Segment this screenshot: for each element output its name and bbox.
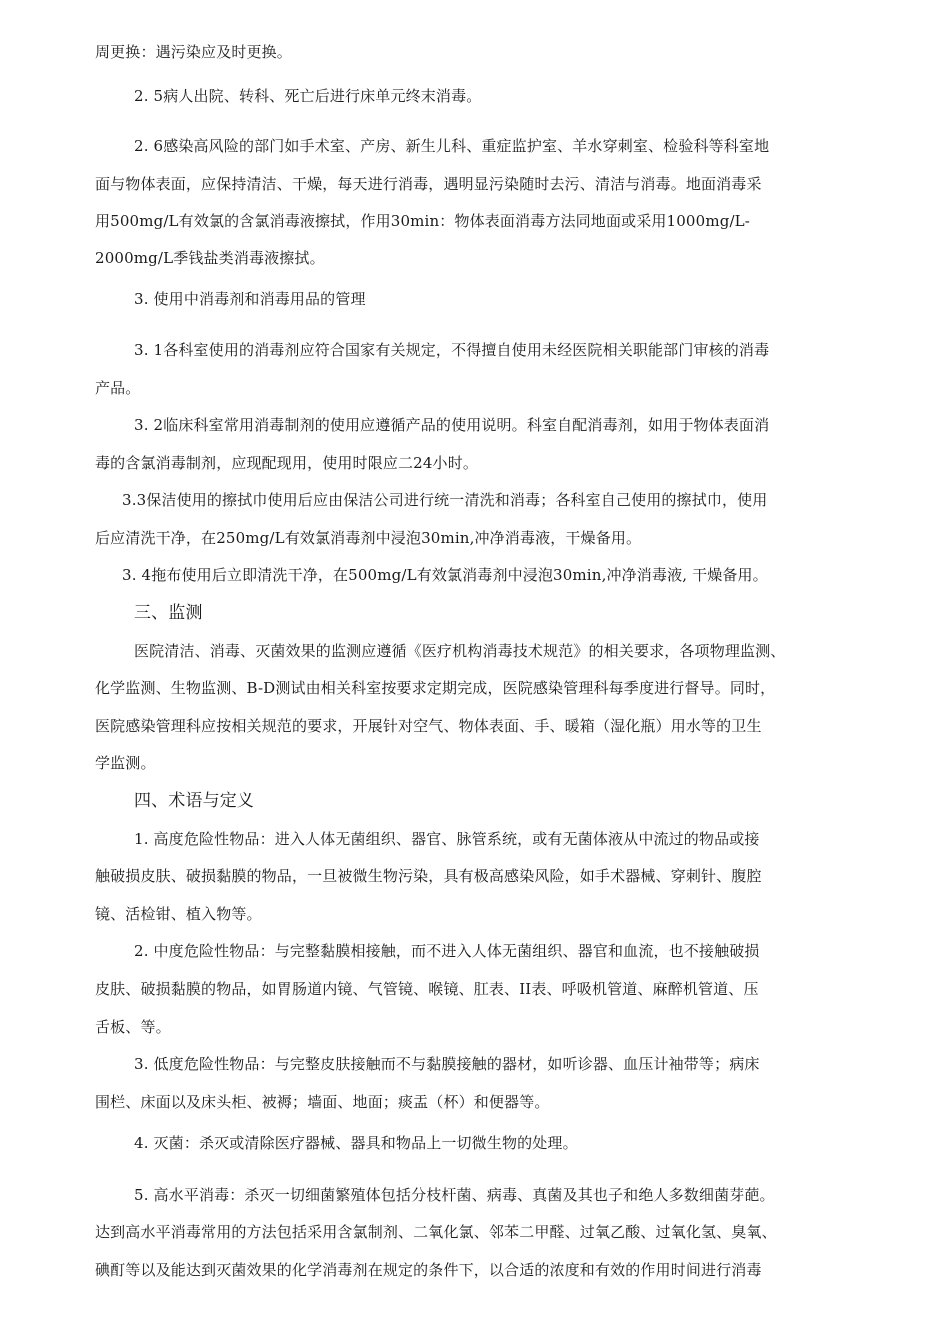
text-line: 学监测。 xyxy=(95,754,156,772)
text-line: 3. 低度危险性物品：与完整皮肤接触而不与黏膜接触的器材，如听诊器、血压计袖带等；病床 xyxy=(134,1055,760,1073)
section-heading: 3. 使用中消毒剂和消毒用品的管理 xyxy=(134,290,366,308)
text-line: 碘酊等以及能达到灭菌效果的化学消毒剂在规定的条件下，以合适的浓度和有效的作用时间进行消毒 xyxy=(95,1261,762,1279)
text-line: 2. 6感染高风险的部门如手术室、产房、新生儿科、重症监护室、羊水穿刺室、检验科等科室地 xyxy=(134,137,770,155)
text-line: 镜、活检钳、植入物等。 xyxy=(95,905,262,923)
text-line: 2. 中度危险性物品：与完整黏膜相接触，而不进入人体无菌组织、器官和血流，也不接触破损 xyxy=(134,942,760,960)
section-heading: 三、监测 xyxy=(134,603,203,623)
text-line: 达到高水平消毒常用的方法包括采用含氯制剂、二氧化氯、邻苯二甲醛、过氧乙酸、过氧化氢、臭氧、 xyxy=(95,1223,777,1241)
text-line: 毒的含氯消毒制剂，应现配现用，使用时限应二24小时。 xyxy=(95,454,478,472)
text-line: 1. 高度危险性物品：进入人体无菌组织、器官、脉管系统，或有无菌体液从中流过的物品或接 xyxy=(134,830,760,848)
text-line: 2. 5病人出院、转科、死亡后进行床单元终末消毒。 xyxy=(134,87,482,105)
text-line: 周更换：遇污染应及时更换。 xyxy=(95,43,292,61)
text-line: 后应清洗干净，在250mg/L有效氯消毒剂中浸泡30min,冲净消毒液，干燥备用。 xyxy=(95,529,642,547)
text-line: 医院感染管理科应按相关规范的要求，开展针对空气、物体表面、手、暖箱（湿化瓶）用水等的卫生 xyxy=(95,717,762,735)
text-line: 皮肤、破损黏膜的物品，如胃肠道内镜、气管镜、喉镜、肛表、II表、呼吸机管道、麻醉机管道、压 xyxy=(95,980,759,998)
text-line: 医院清洁、消毒、灭菌效果的监测应遵循《医疗机构消毒技术规范》的相关要求，各项物理监测、 xyxy=(134,642,786,660)
text-line: 触破损皮肤、破损黏膜的物品，一旦被微生物污染，具有极高感染风险，如手术器械、穿刺针、腹腔 xyxy=(95,867,762,885)
text-line: 用500mg/L有效氯的含氯消毒液擦拭，作用30min：物体表面消毒方法同地面或采用1000mg/L- xyxy=(95,212,750,230)
text-line: 4. 灭菌：杀灭或清除医疗器械、器具和物品上一切微生物的处理。 xyxy=(134,1134,578,1152)
text-line: 产品。 xyxy=(95,379,141,397)
text-line: 3. 2临床科室常用消毒制剂的使用应遵循产品的使用说明。科室自配消毒剂，如用于物体表面消 xyxy=(134,416,770,434)
text-line: 3. 4拖布使用后立即清洗干净，在500mg/L有效氯消毒剂中浸泡30min,冲净消毒液, 干燥备用。 xyxy=(122,566,768,584)
text-line: 3. 1各科室使用的消毒剂应符合国家有关规定，不得擅自使用未经医院相关职能部门审核的消毒 xyxy=(134,341,770,359)
text-line: 2000mg/L季钱盐类消毒液擦拭。 xyxy=(95,249,325,267)
section-heading: 四、术语与定义 xyxy=(134,791,255,811)
text-line: 面与物体表面，应保持清洁、干燥，每天进行消毒，遇明显污染随时去污、清洁与消毒。地面消毒采 xyxy=(95,175,762,193)
text-line: 5. 高水平消毒：杀灭一切细菌繁殖体包括分枝杆菌、病毒、真菌及其也子和绝人多数细菌芽葩。 xyxy=(134,1186,775,1204)
text-line: 化学监测、生物监测、B-D测试由相关科室按要求定期完成，医院感染管理科每季度进行督导。同时， xyxy=(95,679,776,697)
text-line: 舌板、等。 xyxy=(95,1018,171,1036)
text-line: 3.3保洁使用的擦拭巾使用后应由保洁公司进行统一清洗和消毒；各科室自己使用的擦拭巾，使用 xyxy=(122,491,768,509)
text-line: 围栏、床面以及床头柜、被褥；墙面、地面；痰盂（杯）和便器等。 xyxy=(95,1093,550,1111)
